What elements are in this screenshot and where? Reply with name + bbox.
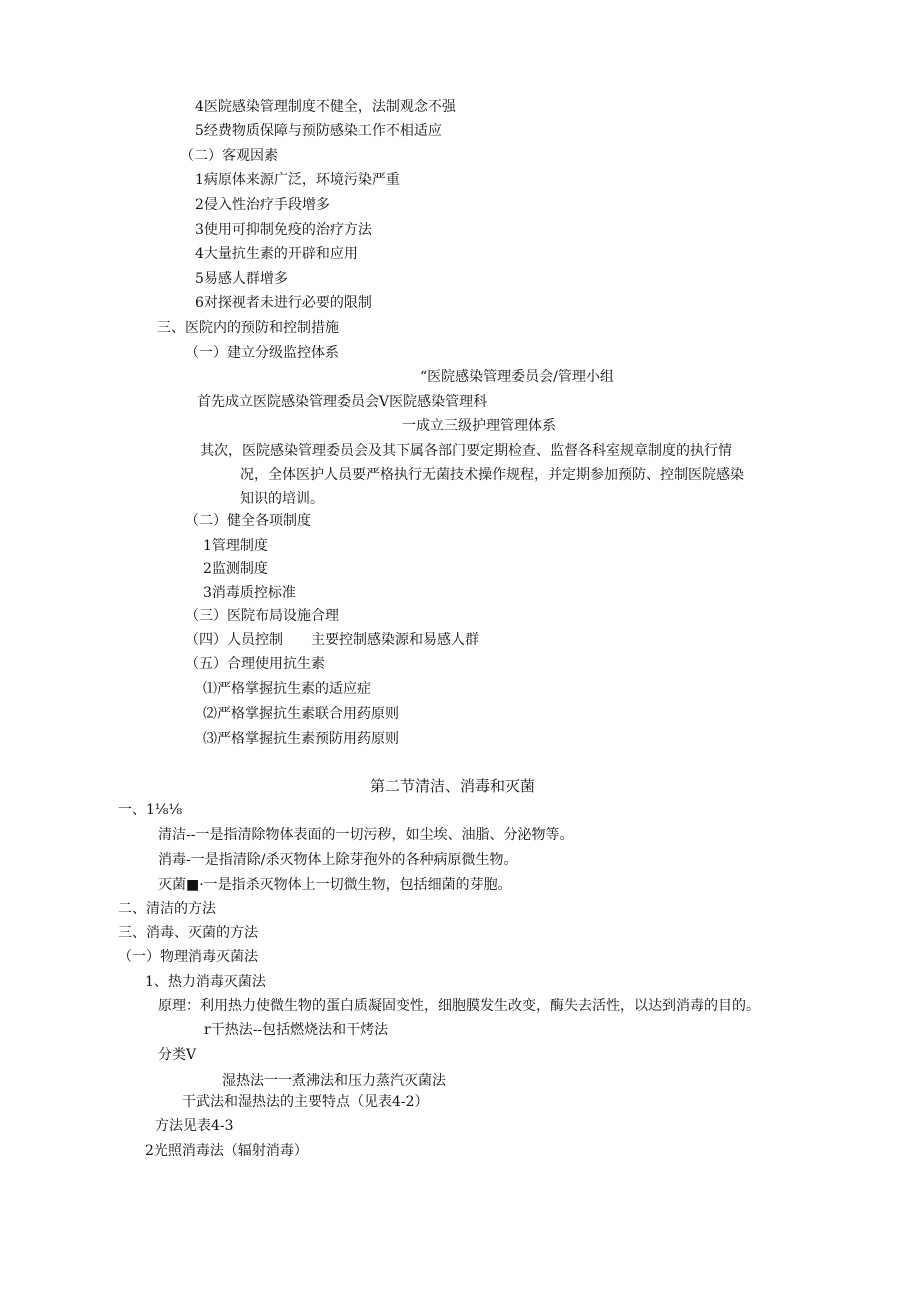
text-line: 3消毒质控标准 [203, 585, 296, 601]
text-line: 湿热法一一煮沸法和压力蒸汽灭菌法 [222, 1073, 446, 1089]
text-line: 1病原体来源广泛，环境污染严重 [195, 172, 400, 188]
text-line: ⑵严格掌握抗生素联合用药原则 [203, 706, 399, 722]
definition-line: 消毒-一是指清除/杀灭物体上除芽孢外的各种病原微生物。 [158, 852, 518, 868]
text-line: 干武法和湿热法的主要特点（见表4-2） [182, 1094, 429, 1110]
paragraph-line: 其次，医院感染管理委员会及其下属各部门要定期检查、监督各科室规章制度的执行情 [200, 443, 732, 459]
text-line: 一成立三级护理管理体系 [402, 418, 556, 434]
text-line: ⑴严格掌握抗生素的适应症 [203, 681, 371, 697]
section-heading: （五）合理使用抗生素 [185, 656, 325, 672]
text-line: r干热法--包括燃烧法和干烤法 [204, 1022, 389, 1038]
section-heading: （四）人员控制 主要控制感染源和易感人群 [185, 632, 479, 648]
section-title: 第二节清洁、消毒和灭菌 [370, 777, 536, 795]
text-line: “医院感染管理委员会/管理小组 [420, 369, 614, 385]
text-line: 2侵入性治疗手段增多 [195, 197, 330, 213]
text-line: 3使用可抑制免疫的治疗方法 [195, 222, 372, 238]
text-line: 4大量抗生素的开辟和应用 [195, 246, 358, 262]
section-heading: （二）客观因素 [180, 148, 278, 164]
paragraph-line: 况，全体医护人员要严格执行无菌技术操作规程，并定期参加预防、控制医院感染 [240, 467, 744, 483]
sub-heading: 1、热力消毒灭菌法 [145, 974, 266, 990]
text-line: 首先成立医院感染管理委员会V医院感染管理科 [197, 394, 488, 410]
section-heading: （一）建立分级监控体系 [185, 345, 339, 361]
text-line: ⑶严格掌握抗生素预防用药原则 [203, 731, 399, 747]
section-heading: 三、医院内的预防和控制措施 [157, 320, 339, 336]
definition-line: 灭菌■·一是指杀灭物体上一切微生物，包括细菌的芽胞。 [158, 877, 512, 893]
section-heading: （二）健全各项制度 [185, 513, 311, 529]
text-line: 分类V [158, 1047, 197, 1063]
section-heading: （一）物理消毒灭菌法 [118, 949, 258, 965]
text-line: 6对探视者未进行必要的限制 [195, 295, 372, 311]
text-line: 5经费物质保障与预防感染工作不相适应 [195, 123, 442, 139]
text-line: 5易感人群增多 [195, 271, 288, 287]
text-line: 1管理制度 [203, 538, 268, 554]
definition-line: 清洁--一是指清除物体表面的一切污秽，如尘埃、油脂、分泌物等。 [158, 827, 574, 843]
sub-heading: 2光照消毒法（辐射消毒） [145, 1143, 308, 1159]
section-heading: （三）医院布局设施合理 [185, 608, 339, 624]
section-heading: 一、1⅛⅛ [118, 802, 183, 818]
section-heading: 二、清洁的方法 [118, 901, 216, 917]
text-line: 方法见表4-3 [155, 1118, 234, 1134]
text-line: 2监测制度 [203, 561, 268, 577]
paragraph-line: 知识的培训。 [240, 491, 324, 507]
text-line: 4医院感染管理制度不健全，法制观念不强 [195, 99, 456, 115]
paragraph-line: 原理：利用热力使微生物的蛋白质凝固变性，细胞膜发生改变，酶失去活性，以达到消毒的目的。 [158, 998, 760, 1014]
section-heading: 三、消毒、灭菌的方法 [118, 925, 258, 941]
